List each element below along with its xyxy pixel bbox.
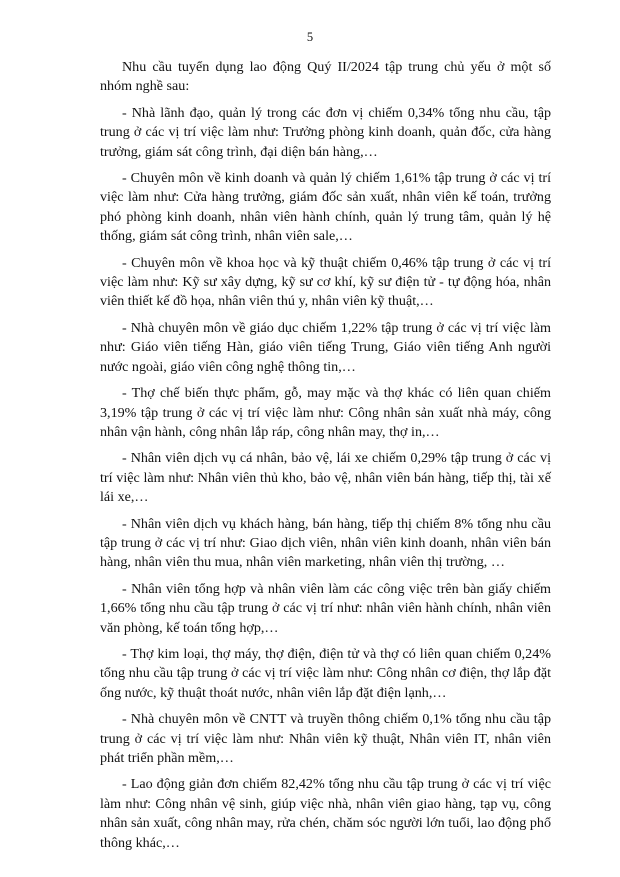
occupation-paragraph-elementary: - Lao động giản đơn chiếm 82,42% tổng nhu cầu tập trung ở các vị trí việc làm như: Công nhân vệ sinh, giúp việc nhà, nhân viên giao hàng, tạp vụ, công nhân sản xuất, công nhân may, rửa chén, chăm sóc người lớn tuổi, lao động phổ thông khác,…: [100, 776, 551, 851]
occupation-paragraph-clerical: - Nhân viên tổng hợp và nhân viên làm các công việc trên bàn giấy chiếm 1,66% tổng nhu cầu tập trung ở các vị trí như: nhân viên hành chính, nhân viên văn phòng, kế toán tổng hợp,…: [100, 580, 551, 636]
occupation-paragraph-processing-workers: - Thợ chế biến thực phẩm, gỗ, may mặc và thợ khác có liên quan chiếm 3,19% tập trung ở các vị trí việc làm như: Công nhân sản xuất nhà máy, công nhân vận hành, công nhân lắp ráp, công nhân may, thợ in,…: [100, 385, 551, 440]
occupation-paragraph-metal-electrical: - Thợ kim loại, thợ máy, thợ điện, điện tử và thợ có liên quan chiếm 0,24% tổng nhu cầu tập trung ở các vị trí việc làm như: Công nhân cơ điện, thợ lắp đặt ống nước, kỹ thuật thoát nước, nhân viên lắp đặt điện lạnh,…: [100, 645, 551, 701]
occupation-paragraph-customer-services: - Nhân viên dịch vụ khách hàng, bán hàng, tiếp thị chiếm 8% tổng nhu cầu tập trung ở các vị trí như: Giao dịch viên, nhân viên kinh doanh, nhân viên bán hàng, nhân viên thu mua, nhân viên marketing, nhân viên thị trường, …: [100, 515, 551, 571]
occupation-paragraph-managers: - Nhà lãnh đạo, quản lý trong các đơn vị chiếm 0,34% tổng nhu cầu, tập trung ở các vị trí việc làm như: Trưởng phòng kinh doanh, quản đốc, cửa hàng trưởng, giám sát công trình, đại diện bán hàng,…: [100, 104, 551, 160]
occupation-paragraph-business: - Chuyên môn về kinh doanh và quản lý chiếm 1,61% tập trung ở các vị trí việc làm như: Cửa hàng trưởng, giám đốc sản xuất, nhân viên kế toán, trưởng phó phòng kinh doanh, nhân viên hành chính, quản lý trung tâm, quản lý hệ thống, giám sát công trình, nhân viên sale,…: [100, 170, 551, 245]
occupation-paragraph-science-tech: - Chuyên môn về khoa học và kỹ thuật chiếm 0,46% tập trung ở các vị trí việc làm như: Kỹ sư xây dựng, kỹ sư cơ khí, kỹ sư điện tử - tự động hóa, nhân viên thiết kế đồ họa, nhân viên thú y, nhân viên kỹ thuật,…: [100, 254, 551, 310]
occupation-paragraph-ict: - Nhà chuyên môn về CNTT và truyền thông chiếm 0,1% tổng nhu cầu tập trung ở các vị trí việc làm như: Nhân viên kỹ thuật, Nhân viên IT, nhân viên phát triển phần mềm,…: [100, 711, 551, 766]
page-number: 5: [306, 30, 314, 44]
intro-paragraph: Nhu cầu tuyển dụng lao động Quý II/2024 tập trung chủ yếu ở một số nhóm nghề sau:: [100, 59, 551, 95]
occupation-paragraph-education: - Nhà chuyên môn về giáo dục chiếm 1,22% tập trung ở các vị trí việc làm như: Giáo viên tiếng Hàn, giáo viên tiếng Trung, Giáo viên tiếng Anh người nước ngoài, giáo viên công nghệ thông tin,…: [100, 319, 551, 375]
document-body: [100, 58, 551, 860]
occupation-paragraph-personal-services: - Nhân viên dịch vụ cá nhân, bảo vệ, lái xe chiếm 0,29% tập trung ở các vị trí việc làm như: Nhân viên thủ kho, bảo vệ, nhân viên bán hàng, tiếp thị, tài xế lái xe,…: [100, 450, 551, 506]
